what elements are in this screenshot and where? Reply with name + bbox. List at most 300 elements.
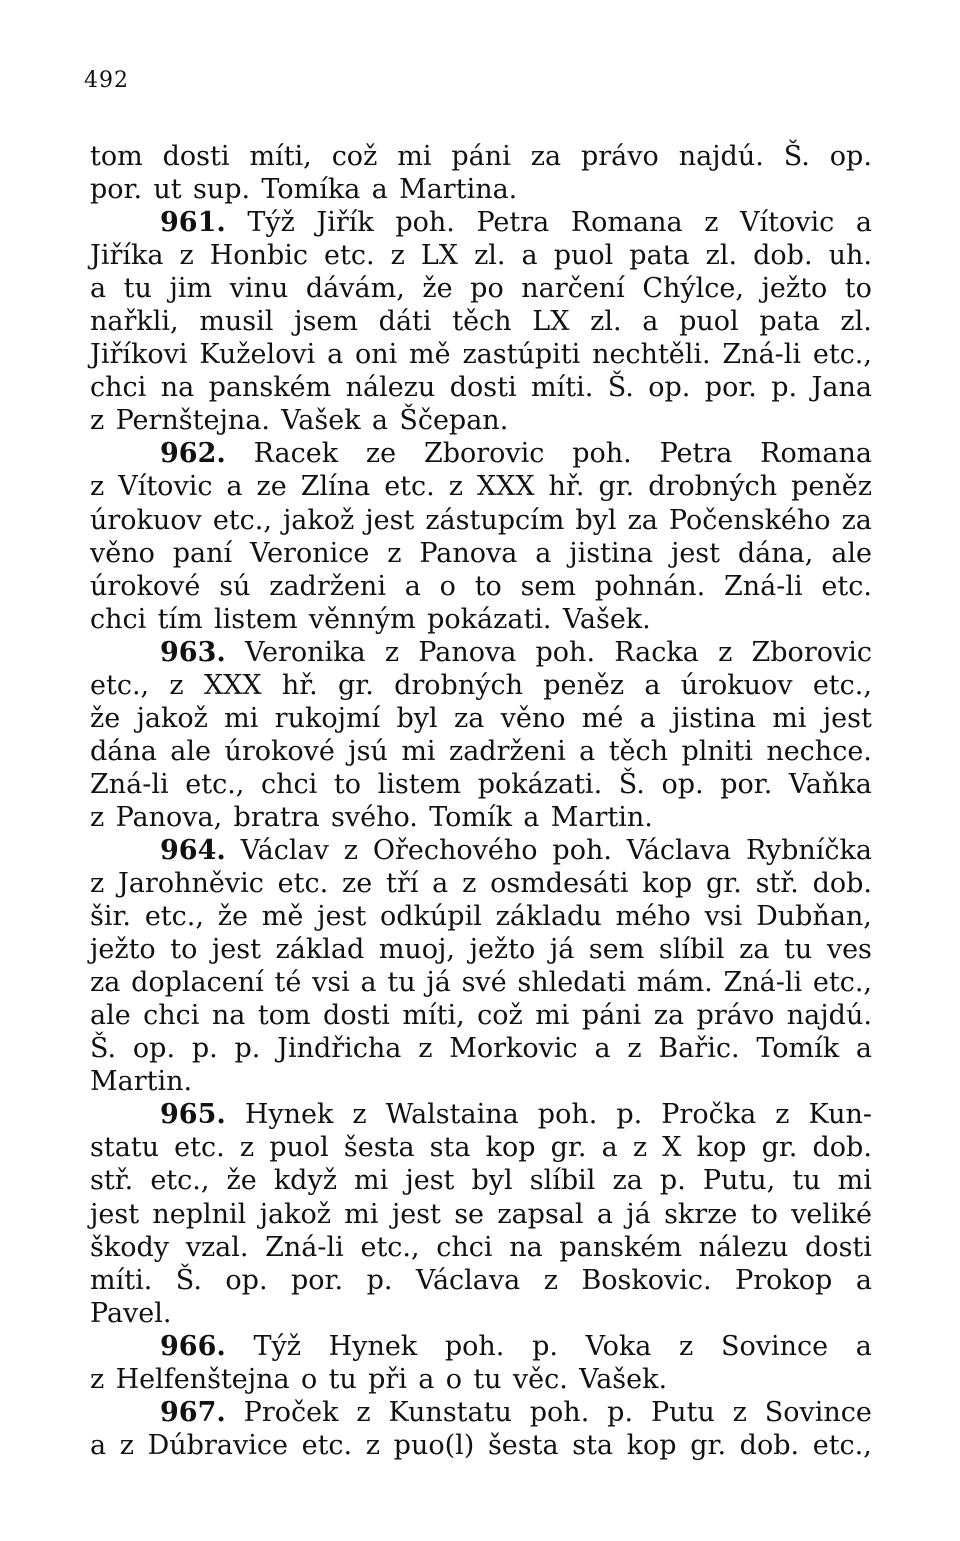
word: za	[453, 702, 485, 734]
word: Racka	[614, 636, 699, 668]
word: té	[274, 967, 302, 999]
text-line	[90, 702, 872, 735]
entry-number: 965.	[160, 1099, 226, 1131]
word: por.	[90, 174, 143, 206]
word: že	[90, 702, 121, 734]
word: Boskovic.	[581, 1264, 712, 1296]
word: musil	[199, 306, 274, 338]
word: p.	[771, 372, 798, 404]
word: XXX	[476, 471, 535, 503]
word: peněz	[791, 471, 872, 503]
text-line	[90, 735, 872, 768]
word: etc.,	[150, 1165, 210, 1197]
word: škody	[90, 1231, 170, 1263]
word: veliké	[791, 1198, 872, 1230]
word: věno	[500, 702, 566, 734]
word: gr.	[550, 1132, 587, 1164]
word: za	[90, 967, 121, 999]
word: bratra	[233, 801, 320, 833]
word: skrze	[664, 1198, 738, 1230]
word: z	[90, 1363, 105, 1395]
word: těch	[608, 735, 669, 767]
word: mi	[397, 141, 432, 172]
word: jest	[211, 934, 261, 966]
text-line	[90, 537, 872, 570]
word: chci	[90, 372, 147, 404]
word: jest	[317, 901, 367, 933]
word: dosti	[162, 141, 230, 172]
word: Jiříkovi	[90, 339, 188, 371]
word: stř.	[90, 1165, 134, 1197]
word: Václav	[240, 834, 329, 866]
word: zastúpiti	[462, 339, 581, 371]
word: poh.	[529, 1396, 590, 1428]
word: jest	[391, 1198, 441, 1230]
word: z	[775, 1099, 790, 1131]
word: op.	[648, 372, 691, 404]
word: etc.	[384, 471, 435, 503]
word: a	[360, 967, 377, 999]
text-line	[90, 239, 872, 272]
word: Vašek.	[579, 1363, 668, 1395]
word: kop	[642, 868, 693, 900]
word: etc.,	[812, 339, 872, 371]
word: Dúbravice	[147, 1429, 288, 1461]
word: za	[739, 934, 770, 966]
word: Vašek.	[562, 603, 651, 635]
word: Hynek	[328, 1330, 418, 1362]
word: Petra	[476, 207, 550, 239]
word: chci	[90, 603, 147, 635]
word: základu	[495, 901, 602, 933]
word: etc.,	[144, 901, 204, 933]
word: poh.	[395, 207, 455, 239]
word: těch	[452, 306, 512, 338]
word: já	[426, 967, 451, 999]
word: z	[704, 207, 719, 239]
word: ze	[365, 438, 397, 470]
word: Panova	[418, 636, 517, 668]
entry-start-line	[90, 206, 872, 239]
word: a	[855, 1264, 872, 1296]
word: šesta	[343, 1132, 415, 1164]
word: jest	[670, 537, 721, 569]
word: sem	[588, 934, 645, 966]
word: peněz	[543, 669, 625, 701]
word: při	[368, 1363, 407, 1395]
word: Š.	[783, 141, 810, 172]
word: Ořechového	[372, 834, 538, 866]
word: Martin.	[90, 1066, 193, 1098]
word: jsú	[348, 735, 388, 767]
word: mi	[344, 1198, 379, 1230]
word: Putu,	[702, 1165, 776, 1197]
word: op.	[132, 1033, 176, 1065]
word: mi	[772, 702, 807, 734]
word: jest	[405, 1165, 455, 1197]
word: a	[855, 207, 872, 239]
word: Panova,	[115, 801, 223, 833]
word: Vítovic	[740, 207, 835, 239]
word: XXX	[203, 669, 262, 701]
word: tu	[387, 967, 416, 999]
word: z	[352, 1099, 367, 1131]
word: etc.	[324, 240, 375, 272]
word: Bařic.	[658, 1033, 740, 1065]
word: a	[226, 471, 243, 503]
word: právo	[696, 1000, 775, 1032]
word: a	[432, 868, 449, 900]
word: etc.,	[90, 669, 150, 701]
word: op.	[225, 1264, 268, 1296]
word: mi	[354, 1165, 389, 1197]
word: z	[119, 1429, 134, 1461]
word: Jindřicha	[277, 1033, 402, 1065]
word: dáti	[378, 306, 432, 338]
word: etc.,	[812, 669, 872, 701]
word: Prokop	[735, 1264, 833, 1296]
entry-number: 963.	[160, 636, 226, 668]
word: a	[327, 339, 344, 371]
word: z	[343, 834, 358, 866]
word: Zná-li	[723, 570, 803, 602]
word: nálezu	[698, 1231, 789, 1263]
text-line	[90, 1198, 872, 1231]
word: mého	[615, 901, 691, 933]
word: Honbic	[209, 240, 308, 272]
word: jakož	[259, 1198, 331, 1230]
word: slíbil	[658, 934, 725, 966]
word: mě	[409, 339, 451, 371]
word: poh.	[535, 636, 596, 668]
word: Sovince	[720, 1330, 829, 1362]
word: hř.	[281, 669, 318, 701]
word: uh.	[828, 240, 872, 272]
word: ves	[826, 934, 872, 966]
word: tom	[257, 1000, 311, 1032]
body-text	[90, 140, 872, 1462]
word: míti.	[531, 372, 594, 404]
word: a	[855, 1033, 872, 1065]
entry-start-line	[90, 1396, 872, 1429]
word: Morkovic	[449, 1033, 578, 1065]
word: míti,	[402, 1000, 465, 1032]
word: statu	[90, 1132, 160, 1164]
word: plniti	[681, 735, 753, 767]
word: kop	[626, 1429, 677, 1461]
word: Walstaina	[385, 1099, 519, 1131]
word: drobných	[394, 669, 523, 701]
word: za	[627, 504, 658, 536]
text-line	[90, 504, 872, 537]
word: když	[273, 1165, 337, 1197]
text-line	[90, 404, 872, 437]
word: z	[384, 636, 400, 668]
word: Jiřík	[316, 207, 374, 239]
word: z	[356, 1396, 371, 1428]
word: z	[90, 801, 105, 833]
word: tu	[784, 934, 813, 966]
word: dob.	[812, 1132, 872, 1164]
word: najdú.	[678, 141, 764, 172]
word: gr.	[705, 868, 742, 900]
word: úrokové	[224, 735, 335, 767]
word: což	[331, 141, 378, 172]
text-line	[90, 933, 872, 966]
word: Rybníčka	[746, 834, 872, 866]
word: Kunstatu	[388, 1396, 512, 1428]
word: ježto	[90, 934, 156, 966]
word: chci	[260, 768, 318, 800]
word: to	[844, 273, 872, 305]
word: panském	[208, 372, 332, 404]
word: nechtěli.	[592, 339, 711, 371]
word: Vaňka	[788, 768, 872, 800]
word: etc.,	[360, 1231, 420, 1263]
word: p.	[616, 1099, 643, 1131]
word: z	[718, 636, 733, 668]
word: tu	[123, 273, 152, 305]
text-line	[90, 603, 872, 636]
word: právo	[580, 141, 659, 172]
word: Vítovic	[118, 471, 213, 503]
word: na	[509, 1231, 543, 1263]
word: mi	[401, 735, 436, 767]
word: z	[543, 1264, 558, 1296]
word: z	[90, 471, 105, 503]
word: Václava	[415, 1264, 521, 1296]
word: věno	[90, 537, 155, 569]
word: páni	[581, 1000, 642, 1032]
text-line	[90, 1363, 872, 1396]
word: a	[855, 1330, 872, 1362]
word: chci	[143, 1000, 200, 1032]
word: zapsal	[497, 1198, 584, 1230]
word: etc.,	[185, 768, 245, 800]
word: vinu	[229, 273, 289, 305]
word: stř.	[755, 868, 799, 900]
word: se	[454, 1198, 485, 1230]
word: sem	[520, 570, 577, 602]
word: jistina	[569, 537, 654, 569]
word: poh.	[537, 1099, 598, 1131]
word: Týž	[247, 207, 295, 239]
word: že	[217, 901, 248, 933]
word: na	[160, 372, 195, 404]
word: a	[404, 570, 421, 602]
word: dob.	[812, 868, 872, 900]
word: gr.	[761, 1132, 798, 1164]
word: ut	[153, 174, 182, 206]
word: na	[211, 1000, 246, 1032]
word: ale	[90, 1000, 131, 1032]
word: o	[445, 1363, 462, 1395]
word: z	[90, 868, 105, 900]
word: z	[90, 405, 105, 437]
word: mám.	[636, 967, 713, 999]
word: gr.	[690, 1429, 727, 1461]
word: vsi	[312, 967, 350, 999]
word: mě	[261, 901, 304, 933]
text-line	[90, 1429, 872, 1462]
word: mi	[837, 1165, 872, 1197]
word: tím	[157, 603, 203, 635]
text-line	[90, 867, 872, 900]
word: Š.	[607, 372, 634, 404]
word: gr.	[598, 471, 635, 503]
word: Chýlce,	[642, 273, 744, 305]
word: Proček	[243, 1396, 339, 1428]
word: Š.	[175, 1264, 202, 1296]
word: Pročka	[661, 1099, 757, 1131]
text-line	[90, 1264, 872, 1297]
word: Zná-li	[265, 1231, 344, 1263]
word: a	[644, 669, 661, 701]
word: rukojmí	[274, 702, 381, 734]
text-line	[90, 801, 872, 834]
text-line	[90, 272, 872, 305]
word: pokázati.	[427, 603, 552, 635]
word: etc.	[174, 1132, 225, 1164]
word: listem	[214, 603, 298, 635]
word: dosti	[323, 1000, 390, 1032]
word: mi	[535, 1000, 570, 1032]
word: zl.	[590, 306, 622, 338]
word: Romana	[570, 207, 683, 239]
word: etc.,	[812, 1429, 872, 1461]
word: pohnán.	[594, 570, 706, 602]
text-line	[90, 338, 872, 371]
word: p.	[234, 1033, 261, 1065]
word: z	[365, 1429, 381, 1461]
word: šesta	[487, 1429, 559, 1461]
word: zl.	[705, 240, 738, 272]
word: z	[732, 1396, 747, 1428]
word: oni	[354, 339, 398, 371]
word: X	[662, 1132, 682, 1164]
word: z	[632, 1132, 648, 1164]
entry-start-line	[90, 834, 872, 867]
word: kop	[485, 1132, 536, 1164]
word: osmdesáti	[490, 868, 629, 900]
word: por.	[704, 372, 757, 404]
word: za	[841, 504, 872, 536]
word: své	[461, 967, 507, 999]
entry-start-line	[90, 636, 872, 669]
word: základ	[275, 934, 365, 966]
word: Vašek	[281, 405, 361, 437]
word: shledati	[517, 967, 627, 999]
word: úrokuov	[90, 504, 202, 536]
word: Kun-	[808, 1099, 872, 1131]
word: úrokové	[90, 570, 201, 602]
word: p.	[191, 1033, 218, 1065]
word: Zná-li	[723, 967, 803, 999]
word: z	[169, 669, 184, 701]
word: a	[642, 306, 659, 338]
word: zadrženi	[269, 570, 386, 602]
word: míti.	[90, 1264, 153, 1296]
text-line	[90, 470, 872, 503]
word: nechce.	[766, 735, 872, 767]
text-line	[90, 1164, 872, 1197]
word: Veronice	[250, 537, 370, 569]
entry-number: 967.	[160, 1396, 226, 1428]
text-line	[90, 1297, 872, 1330]
word: a	[523, 801, 540, 833]
word: z	[418, 1033, 433, 1065]
word: pata	[759, 306, 820, 338]
word: puol	[553, 240, 614, 272]
word: Jiříka	[90, 240, 164, 272]
word: jest	[822, 702, 872, 734]
word: dosti	[449, 372, 517, 404]
text-line	[90, 999, 872, 1032]
word: dána	[90, 735, 157, 767]
word: p.	[366, 1264, 393, 1296]
word: jistina	[672, 702, 756, 734]
text-line	[90, 1065, 872, 1098]
word: věnným	[308, 603, 416, 635]
word: Počenského	[668, 504, 831, 536]
word: Š.	[90, 1033, 117, 1065]
word: ježto	[469, 934, 536, 966]
word: dávám,	[305, 273, 405, 305]
word: puol	[269, 1132, 329, 1164]
word: chci	[436, 1231, 493, 1263]
word: z	[387, 537, 402, 569]
word: ale	[831, 537, 872, 569]
text-line	[90, 305, 872, 338]
word: po	[470, 273, 504, 305]
word: šir.	[90, 901, 132, 933]
word: Zlína	[300, 471, 371, 503]
text-line	[90, 1231, 872, 1264]
word: dána,	[737, 537, 814, 569]
word: za	[612, 1165, 643, 1197]
word: Sovince	[764, 1396, 872, 1428]
word: o	[439, 570, 456, 602]
word: p.	[659, 1165, 686, 1197]
word: což	[477, 1000, 523, 1032]
word: Racek	[253, 438, 339, 470]
word: za	[653, 1000, 685, 1032]
word: Jarohněvic	[118, 868, 264, 900]
entry-number: 966.	[160, 1330, 226, 1362]
word: svého.	[331, 801, 418, 833]
word: tu	[792, 1165, 821, 1197]
word: z	[627, 1033, 642, 1065]
word: narčení	[521, 273, 625, 305]
word: etc.	[277, 868, 329, 900]
word: a	[596, 1198, 613, 1230]
word: najdú.	[786, 1000, 872, 1032]
entry-number: 962.	[160, 438, 226, 470]
word: Týž	[253, 1330, 301, 1362]
word: sta	[429, 1132, 471, 1164]
text-line	[90, 140, 872, 173]
word: LX	[532, 306, 570, 338]
word: Voka	[585, 1330, 652, 1362]
word: muoj,	[378, 934, 456, 966]
word: Tomíka	[261, 174, 361, 206]
word: Zborovic	[423, 438, 545, 470]
word: to	[170, 934, 198, 966]
word: a	[601, 1132, 618, 1164]
word: Václava	[626, 834, 732, 866]
word: sup.	[192, 174, 251, 206]
word: poh.	[552, 834, 612, 866]
